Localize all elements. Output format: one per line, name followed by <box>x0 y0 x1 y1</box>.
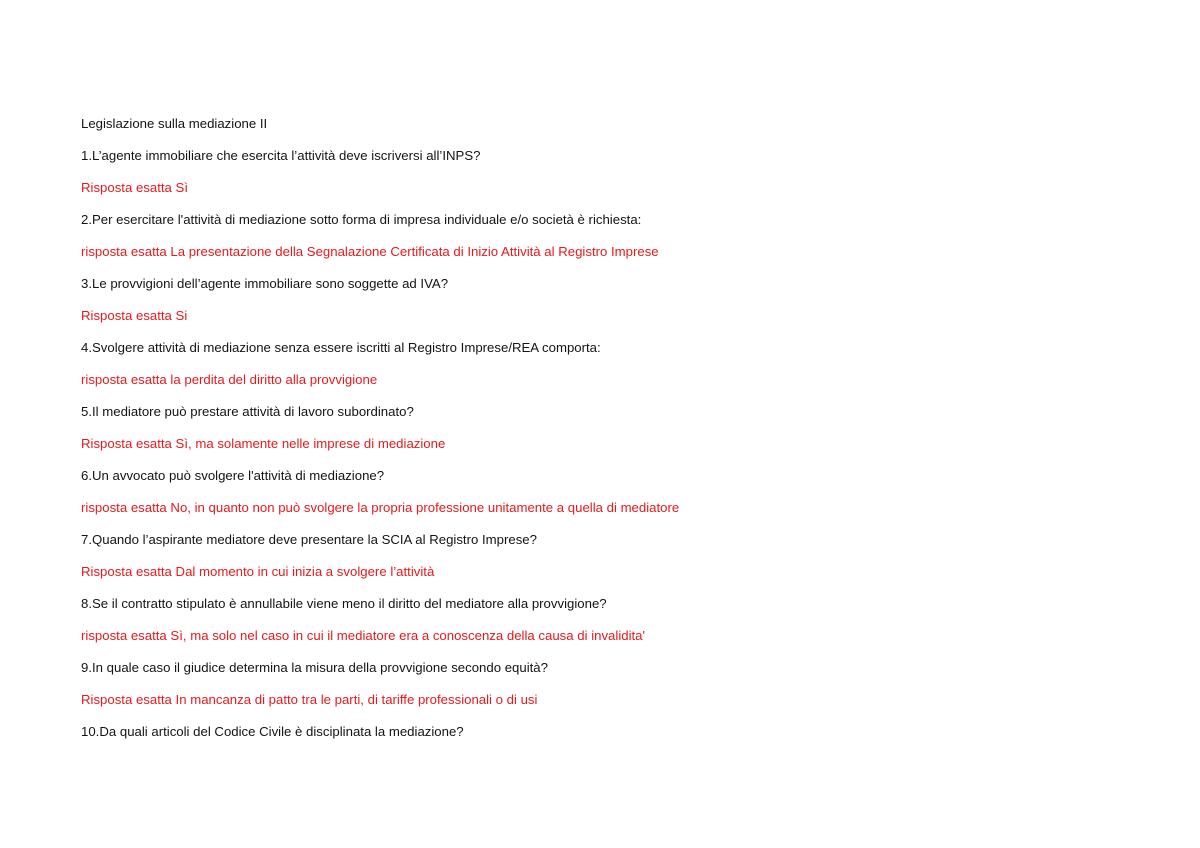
answer-2: risposta esatta La presentazione della Segnalazione Certificata di Inizio Attività al Registro Imprese <box>81 244 659 259</box>
question-7: 7.Quando l’aspirante mediatore deve presentare la SCIA al Registro Imprese? <box>81 532 537 547</box>
answer-9: Risposta esatta In mancanza di patto tra le parti, di tariffe professionali o di usi <box>81 692 538 707</box>
question-8: 8.Se il contratto stipulato è annullabile viene meno il diritto del mediatore alla provvigione? <box>81 596 607 611</box>
document-title: Legislazione sulla mediazione II <box>81 116 268 131</box>
answer-5: Risposta esatta Sì, ma solamente nelle imprese di mediazione <box>81 436 446 451</box>
question-3: 3.Le provvigioni dell’agente immobiliare sono soggette ad IVA? <box>81 276 449 291</box>
answer-4: risposta esatta la perdita del diritto alla provvigione <box>81 372 378 387</box>
answer-3: Risposta esatta Si <box>81 308 188 323</box>
answer-6: risposta esatta No, in quanto non può svolgere la propria professione unitamente a quella di mediatore <box>81 500 680 515</box>
question-6: 6.Un avvocato può svolgere l'attività di mediazione? <box>81 468 385 483</box>
question-10: 10.Da quali articoli del Codice Civile è disciplinata la mediazione? <box>81 724 464 739</box>
answer-1: Risposta esatta Sì <box>81 180 189 195</box>
question-1: 1.L’agente immobiliare che esercita l’attività deve iscriversi all’INPS? <box>81 148 481 163</box>
document-content <box>81 113 1161 753</box>
question-4: 4.Svolgere attività di mediazione senza essere iscritti al Registro Imprese/REA comporta: <box>81 340 601 355</box>
question-9: 9.In quale caso il giudice determina la misura della provvigione secondo equità? <box>81 660 548 675</box>
question-2: 2.Per esercitare l'attività di mediazione sotto forma di impresa individuale e/o società è richiesta: <box>81 212 642 227</box>
answer-7: Risposta esatta Dal momento in cui inizia a svolgere l’attività <box>81 564 435 579</box>
question-5: 5.Il mediatore può prestare attività di lavoro subordinato? <box>81 404 414 419</box>
answer-8: risposta esatta Sì, ma solo nel caso in cui il mediatore era a conoscenza della causa di invalidita' <box>81 628 646 643</box>
